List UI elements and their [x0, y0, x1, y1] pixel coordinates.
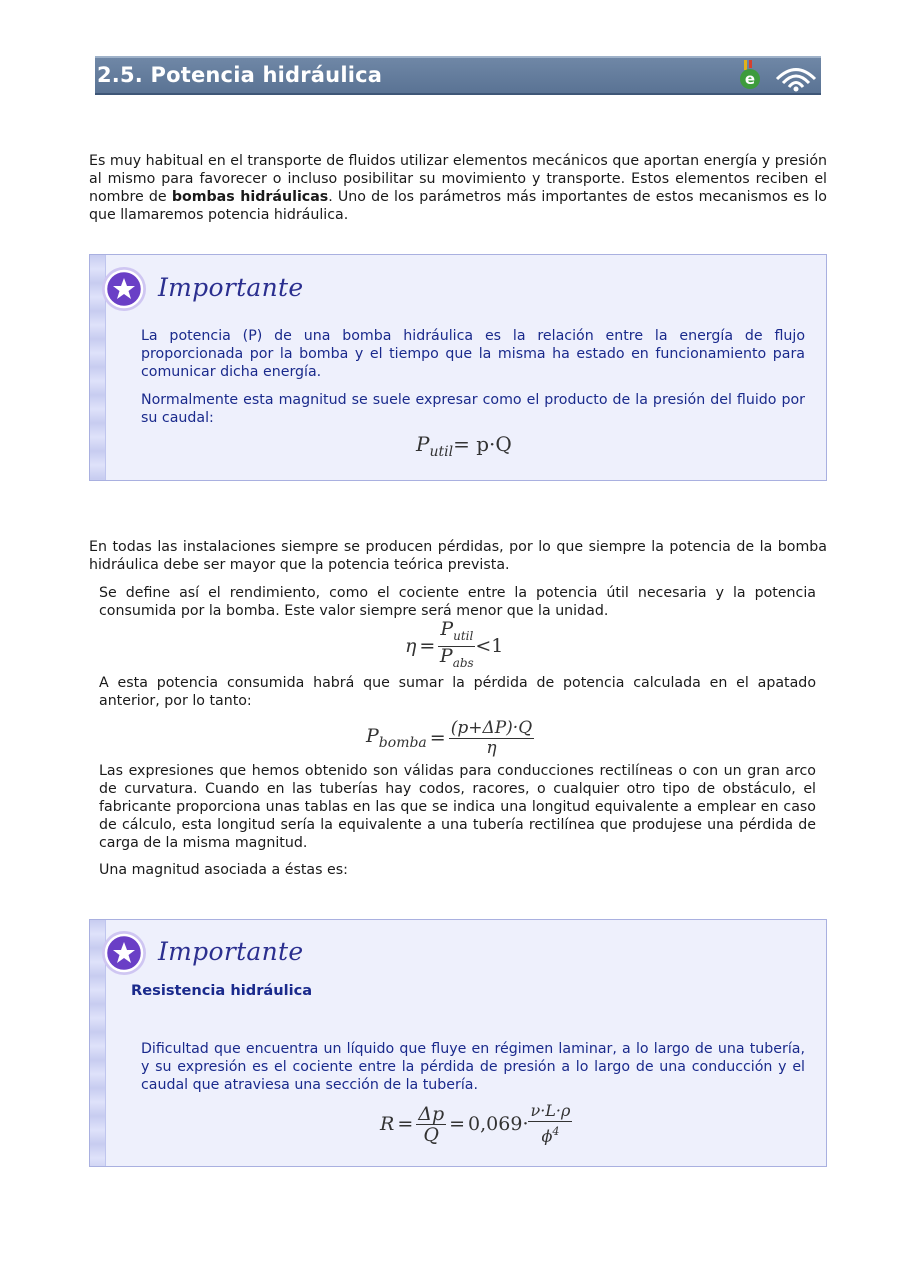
pump-lhs: $P_{bomba}$ [366, 725, 427, 751]
equivalent-length-paragraph: Las expresiones que hemos obtenido son válidas para conducciones rectilíneas o con un gran arco de curvatura. Cuando en las tuberías hay codos, racores, o cualquier otro tipo de obstáculo, el fabricante proporciona unas tablas en las que se indica una longitud equivalente a emplear en caso de cálculo, esta longitud sería la equivalente a una tubería rectilínea que produjese una pérdida de carga de la misma magnitud. [99, 763, 816, 851]
resistance-fraction-1 [416, 1104, 446, 1145]
pump-numerator: (p+ΔP)·Q [450, 717, 533, 738]
eta-symbol: η [405, 635, 417, 657]
equals-sign: = [429, 727, 446, 749]
important-label: Importante [158, 273, 304, 302]
power-expression-note: Normalmente esta magnitud se suele expresar como el producto de la presión del fluido por su caudal: [141, 392, 805, 426]
formula-rhs: = p·Q [453, 432, 512, 456]
important-box-resistance [89, 919, 827, 1167]
flow-q: Q [423, 1123, 439, 1146]
intro-text-b: . Uno de los parámetros más importantes de estos mecanismos es lo que llamaremos potencia hidráulica. [89, 189, 827, 223]
efficiency-fraction [438, 617, 475, 673]
resistance-formula [380, 1100, 572, 1148]
e-logo-icon [737, 60, 763, 90]
fraction-numerator: $P_{util}$ [438, 620, 475, 647]
coefficient: 0,069· [468, 1113, 529, 1135]
pump-denominator: η [486, 737, 497, 758]
associated-magnitude-line: Una magnitud asociada a éstas es: [99, 862, 348, 878]
resistance-fraction-2 [528, 1101, 572, 1146]
less-than-one: <1 [475, 635, 504, 657]
equals-sign: = [419, 635, 436, 657]
power-formula [416, 432, 512, 460]
intro-bold-term: bombas hidráulicas [171, 189, 329, 205]
intro-paragraph [89, 152, 827, 224]
efficiency-formula [405, 617, 504, 670]
viscosity-length-density: ν·L·ρ [530, 1101, 571, 1121]
pump-power-intro: A esta potencia consumida habrá que sumar la pérdida de potencia calculada en el apatado anterior, por lo tanto: [99, 675, 816, 709]
resistance-r: R [380, 1113, 395, 1135]
losses-paragraph: En todas las instalaciones siempre se producen pérdidas, por lo que siempre la potencia de la bomba hidráulica debe ser mayor que la potencia teórica prevista. [89, 539, 827, 573]
wifi-logo-icon [774, 62, 818, 92]
formula-sub-util: util [429, 444, 454, 460]
pump-fraction [449, 719, 534, 758]
efficiency-definition: Se define así el rendimiento, como el cociente entre la potencia útil necesaria y la potencia consumida por la bomba. Este valor siempre será menor que la unidad. [99, 585, 816, 619]
important-label: Importante [158, 937, 304, 966]
section-title: 2.5. Potencia hidráulica [97, 63, 383, 87]
diameter-power: $\phi^4$ [541, 1125, 560, 1146]
fraction-denominator: $P_{abs}$ [439, 644, 474, 670]
power-definition: La potencia (P) de una bomba hidráulica es la relación entre la energía de flujo proporcionada por la bomba y el tiempo que la misma ha estado en funcionamiento para comunicar dicha energía. [141, 328, 805, 380]
e-logo-letter: e [744, 70, 756, 88]
important-box-power [89, 254, 827, 481]
resistance-definition: Dificultad que encuentra un líquido que fluye en régimen laminar, a lo largo de una tubería, y su expresión es el cociente entre la pérdida de presión a lo largo de una conducción y el caudal que atraviesa una sección de la tubería. [141, 1041, 805, 1093]
delta-p: Δp [418, 1102, 445, 1125]
pump-power-formula [366, 716, 534, 760]
section-header [95, 56, 821, 95]
equals-sign: = [449, 1113, 466, 1135]
formula-p: P [416, 432, 430, 456]
equals-sign: = [397, 1113, 414, 1135]
star-badge-icon [100, 265, 148, 313]
resistance-heading: Resistencia hidráulica [131, 982, 313, 999]
star-badge-icon [100, 929, 148, 977]
intro-text-a: Es muy habitual en el transporte de fluidos utilizar elementos mecánicos que aportan energía y presión al mismo para favorecer o incluso posibilitar su movimiento y transporte. Estos elementos reciben el nombre de [89, 153, 827, 205]
